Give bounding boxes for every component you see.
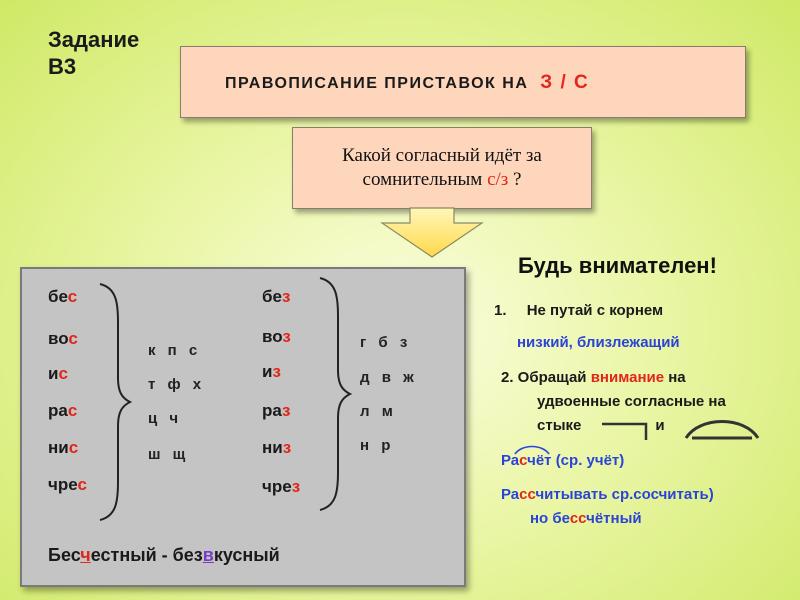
question-line1: Какой согласный идёт за	[342, 145, 542, 166]
prefix-z-item: низ	[262, 438, 292, 457]
rule-2-line1: 2. Обращай внимание на	[501, 369, 686, 386]
prefix-panel	[20, 267, 466, 587]
question-word: сомнительным	[362, 169, 483, 190]
root-symbol-icon	[682, 418, 762, 442]
attention-heading: Будь внимателен!	[518, 253, 717, 278]
task-label-line2: В3	[48, 54, 77, 79]
brace-left-icon	[98, 282, 134, 522]
rule-1	[494, 302, 663, 319]
question-box	[292, 127, 592, 209]
question-text	[293, 144, 591, 192]
rule-example-2: Рассчитывать ср.сосчитать)	[501, 486, 714, 503]
consonant-row: д в ж	[360, 369, 414, 386]
prefix-z-item: чрез	[262, 477, 301, 496]
rule-1-text: Не путай с корнем	[526, 302, 664, 319]
rule-2-attention: внимание	[590, 369, 665, 386]
question-line2	[293, 168, 591, 192]
rule-example-3: но бессчётный	[530, 510, 642, 527]
consonant-row: н р	[360, 437, 391, 454]
prefix-s-item: рас	[48, 401, 78, 420]
prefix-z-item: воз	[262, 327, 291, 346]
consonant-row: ш щ	[148, 446, 186, 463]
rule-2-line3: стыке и	[537, 417, 665, 434]
consonant-row: ц ч	[148, 410, 179, 427]
title-text: ПРАВОПИСАНИЕ ПРИСТАВОК НА	[225, 75, 529, 92]
title-box	[180, 46, 746, 118]
rule-1-number: 1.	[494, 302, 507, 319]
example-words	[48, 545, 280, 566]
consonant-row: т ф х	[148, 376, 202, 393]
rule-example-1: Расчёт (ср. учёт)	[501, 452, 625, 469]
consonant-row: к п с	[148, 342, 198, 359]
consonant-row: л м	[360, 403, 393, 420]
down-arrow-icon	[380, 207, 484, 259]
rule-1-words: низкий, близлежащий	[517, 334, 680, 351]
title-zs: З / С	[540, 72, 590, 93]
rule-2-line2: удвоенные согласные на	[537, 393, 726, 410]
prefix-s-item: чрес	[48, 475, 87, 494]
prefix-s-item: нис	[48, 438, 79, 457]
question-sz: с/з	[487, 169, 509, 190]
example-word-2: безвкусный	[172, 545, 280, 565]
brace-right-icon	[318, 276, 354, 512]
prefix-symbol-icon	[600, 420, 656, 442]
question-mark: ?	[513, 169, 522, 190]
page-title	[225, 72, 589, 94]
prefix-z-item: без	[262, 287, 291, 306]
prefix-z-item: из	[262, 362, 281, 381]
example-word-1: Бесчестный	[48, 545, 157, 565]
prefix-s-item: бес	[48, 287, 78, 306]
prefix-z-item: раз	[262, 401, 291, 420]
consonant-row: г б з	[360, 334, 408, 351]
root-arc-icon	[512, 443, 552, 455]
prefix-s-item: ис	[48, 364, 68, 383]
task-label	[48, 26, 139, 80]
prefix-s-item: вос	[48, 329, 78, 348]
example-dash: -	[161, 545, 168, 565]
task-label-line1: Задание	[48, 27, 140, 52]
